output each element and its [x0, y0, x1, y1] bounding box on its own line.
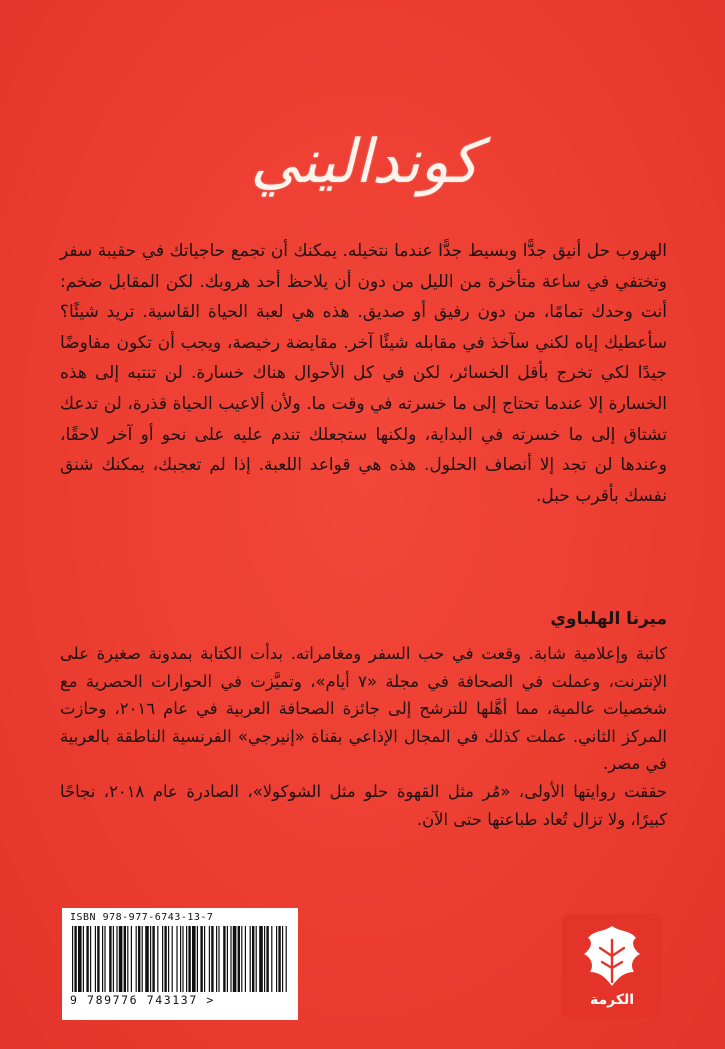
barcode-bar	[74, 926, 76, 992]
barcode-bar	[72, 926, 73, 992]
barcode-bar	[238, 926, 240, 992]
barcode-bar	[197, 926, 198, 992]
barcode-bar	[150, 926, 151, 992]
barcode-bar	[211, 926, 213, 992]
barcode-bar	[250, 926, 251, 992]
book-blurb	[60, 236, 667, 511]
barcode-bar	[233, 926, 237, 992]
barcode-bar	[152, 926, 154, 992]
barcode-bar	[113, 926, 114, 992]
barcode-bar	[119, 926, 123, 992]
barcode-bar	[204, 926, 205, 992]
bio-paragraph: كاتبة وإعلامية شابة. وقعت في حب السفر ومغامراته. بدأت الكتابة بمدونة صغيرة على الإنترنت، وعملت في الصحافة في مجلة «٧ أيام»، وتميَّزت في الحوارات الحصرية مع شخصيات عالمية، مما أهَّلها للترشح إلى جائزة الصحافة العربية في عام ٢٠١٦، وحازت المركز الثاني. عملت كذلك في المجال الإذاعي بقناة «إنيرجي» الفرنسية الناطقة بالعربية في مصر.	[60, 644, 668, 774]
barcode-bar	[218, 926, 219, 992]
barcode-bar	[264, 926, 265, 992]
barcode-bar	[136, 926, 137, 992]
barcode-bar	[276, 926, 277, 992]
barcode-bar	[97, 926, 99, 992]
barcode-bar	[138, 926, 140, 992]
barcode-bar	[168, 926, 169, 992]
bio-paragraph: حققت روايتها الأولى، «مُر مثل القهوة حلو مثل الشوكولا»، الصادرة عام ٢٠١٨، نجاحًا كبيرًا، ولا تزال تُعاد طباعتها حتى الآن.	[60, 781, 668, 829]
barcode-bar	[95, 926, 96, 992]
barcode-bar	[186, 926, 187, 992]
barcode-bar	[109, 926, 111, 992]
barcode-bar	[104, 926, 105, 992]
barcode-bar	[245, 926, 246, 992]
barcode-bar	[162, 926, 163, 992]
publisher-name: الكرمة	[589, 992, 635, 1008]
author-name: ميرنا الهلباوي	[550, 609, 667, 629]
barcode-bar	[241, 926, 242, 992]
barcode-bar	[266, 926, 268, 992]
barcode-bar	[282, 926, 283, 992]
blurb-paragraph: الهروب حل أنيق جدًّا وبسيط جدًّا عندما نتخيله. يمكنك أن تجمع حاجياتك في حقيبة سفر وتختفي في ساعة متأخرة من الليل من دون أن يلاحظ أحد هروبك. لكن المقابل ضخم: أنت وحدك تمامًا، من دون رفيق أو صديق. هذه هي لعبة الحياة القاسية. تريد شيئًا؟ سأعطيك إياه لكني سآخذ في مقابله شيئًا آخر. مقايضة رخيصة، ويجب أن تكون مفاوضًا جيدًا لكي تخرج بأقل الخسائر، لكن في كل الأحوال هناك خسارة. لن تنتبه إلى هذه الخسارة إلا عندما تحتاج إلى ما خسرته في وقت ما. ولأن ألاعيب الحياة قذرة، لن تدعك تشتاق إلى ما خسرته في البداية، ولكنها ستجعلك تندم عليه على نحو أو آخر لاحقًا، وعندها لن تجد إلا أنصاف الحلول. هذه هي قواعد اللعبة. إذا لم تعجبك، يمكنك شنق نفسك بأقرب حبل.	[60, 241, 667, 506]
barcode-bar	[252, 926, 254, 992]
barcode-bar	[271, 926, 272, 992]
barcode-bar	[192, 926, 196, 992]
barcode-bar	[142, 926, 143, 992]
isbn-label: ISBN 978-977-6743-13-7	[70, 912, 214, 923]
barcode-bar	[182, 926, 183, 992]
barcode-bar	[176, 926, 177, 992]
barcode-bar	[278, 926, 280, 992]
barcode-bar	[223, 926, 225, 992]
barcode-bar	[116, 926, 117, 992]
barcode-bar	[145, 926, 149, 992]
isbn-barcode	[62, 908, 298, 1020]
barcode-bar	[227, 926, 228, 992]
barcode-bar	[256, 926, 257, 992]
barcode-bar	[200, 926, 202, 992]
barcode-bar	[131, 926, 132, 992]
author-bio	[60, 640, 667, 833]
barcode-bar	[230, 926, 231, 992]
barcode-bars	[70, 926, 290, 992]
barcode-bar	[157, 926, 158, 992]
barcode-bar	[90, 926, 91, 992]
barcode-bar	[286, 926, 287, 992]
book-title: كونداليني	[250, 127, 480, 197]
barcode-bar	[209, 926, 210, 992]
barcode-bar	[124, 926, 126, 992]
barcode-bar	[83, 926, 84, 992]
barcode-bar	[164, 926, 166, 992]
publisher-logo	[560, 912, 664, 1020]
barcode-bar	[78, 926, 82, 992]
barcode-bar	[188, 926, 190, 992]
barcode-bar	[86, 926, 88, 992]
barcode-bar	[127, 926, 128, 992]
barcode-bar	[216, 926, 217, 992]
barcode-bar	[259, 926, 263, 992]
barcode-bar	[172, 926, 173, 992]
barcode-bar	[180, 926, 181, 992]
barcode-digits: 9 789776 743137 >	[70, 993, 215, 1007]
barcode-bar	[102, 926, 103, 992]
